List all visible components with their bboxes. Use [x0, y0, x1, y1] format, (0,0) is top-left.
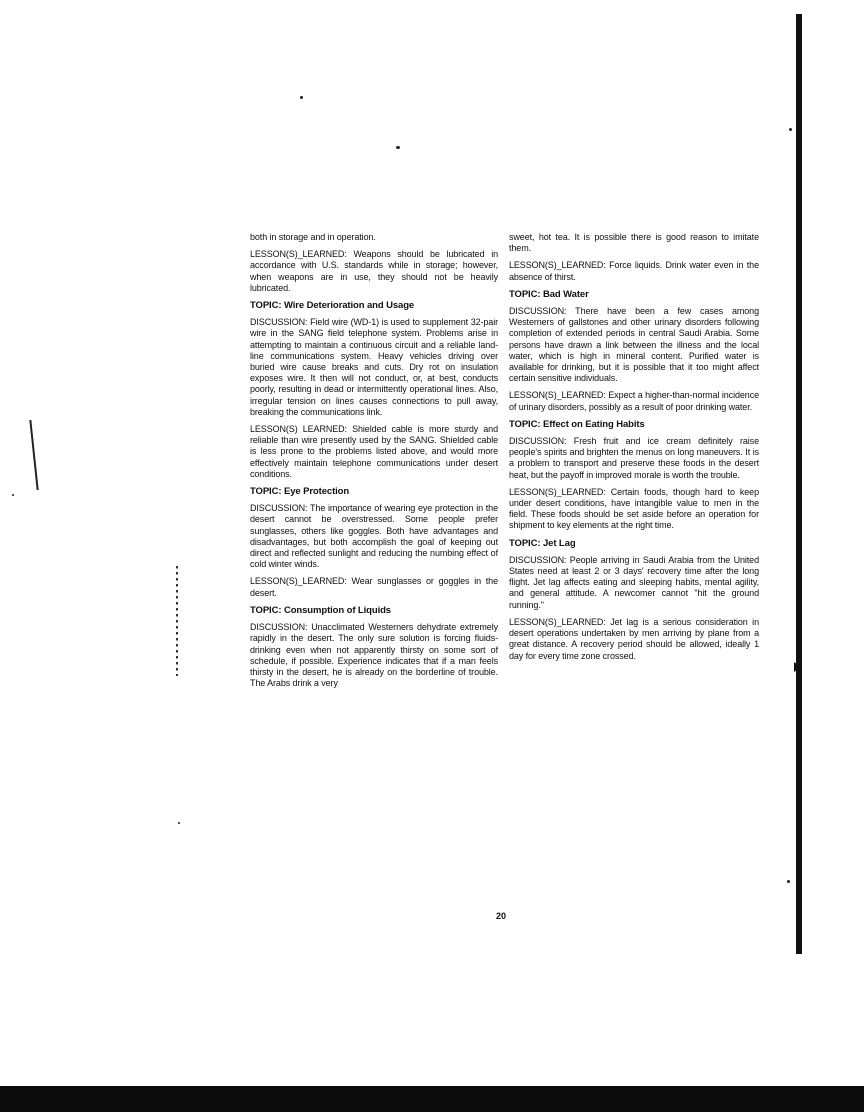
left-text-column [250, 232, 498, 695]
continuation-text: both in storage and in operation. [250, 232, 376, 242]
lesson-text: Expect a higher-than-normal incidence of urinary disorders, possibly as a result of poor drinking water. [509, 390, 760, 412]
lesson-label: LESSON(S)_LEARNED: [509, 616, 606, 627]
scan-speck [787, 880, 790, 883]
scan-dotted-mark [176, 566, 178, 676]
lesson-text: Jet lag is a serious consideration in desert operations undertaken by men arriving by plane from a great distance. A recovery period should be allowed, ideally 1 day for every time zone crossed. [509, 616, 759, 661]
scan-speck [12, 494, 14, 496]
lesson-text: Force liquids. Drink water even in the absence of thirst. [509, 260, 759, 282]
continuation-text: sweet, hot tea. It is possible there is good reason to imitate them. [509, 232, 759, 254]
discussion-label: DISCUSSION: [509, 306, 567, 317]
topic-heading: TOPIC: Consumption of Liquids [250, 604, 391, 616]
lesson-text: Wear sunglasses or goggles in the desert. [250, 576, 498, 598]
topic-heading: TOPIC: Wire Deterioration and Usage [250, 300, 415, 312]
discussion-text: Field wire (WD-1) is used to supplement 32-pair wire in the SANG field telephone system. Problems arise in attempting to maintain a continuous circuit and a reliable land-line communications system. Heavy vehicles driving over buried wire cause breaks and cuts. Dry rot on insulation exposes wire. It then will not conduct, or, at best, conducts poorly, resulting in dead or intermittently operational lines. Also, irregular tension on lines causes connections to pull away, breaking the communications link. [250, 317, 499, 417]
discussion-text: There have been a few cases among Westerners of gallstones and other urinary disorders following completion of extended periods in central Saudi Arabia. Some persons have drawn a link between the illness and the local water, which is high in mineral content. Purified water is available for drinking, but it is possible that it too might affect certain sensitive individuals. [509, 306, 759, 384]
discussion-paragraph [509, 555, 759, 611]
right-text-column [509, 232, 759, 668]
lesson-label: LESSON(S)_LEARNED: [509, 486, 606, 497]
discussion-label: DISCUSSION: [509, 436, 567, 447]
scan-mark-left [29, 420, 38, 490]
scan-speck [178, 822, 180, 824]
discussion-label: DISCUSSION: [509, 554, 567, 565]
discussion-text: The importance of wearing eye protection in the desert cannot be overstressed. Some people prefer sunglasses, others like goggles. Both have advantages and disadvantages, but both accomplish the goal of keeping out direct and reflected sunlight and reducing the numbing effect of cold winter winds. [250, 503, 498, 570]
discussion-paragraph [250, 317, 498, 418]
scan-speck [300, 96, 303, 99]
lesson-learned-paragraph [509, 487, 759, 532]
discussion-paragraph [509, 436, 759, 481]
page-number: 20 [496, 911, 507, 921]
lesson-text: Certain foods, though hard to keep under desert conditions, have intangible value to men in the field. These foods should be set aside before an operation for shipment to key elements at the right time. [509, 486, 759, 531]
lesson-learned-paragraph [509, 260, 759, 282]
discussion-paragraph [250, 503, 498, 570]
scan-notch [794, 662, 801, 672]
scan-speck [396, 146, 400, 149]
lesson-label: LESSON(S)_LEARNED: [509, 390, 606, 401]
topic-heading: TOPIC: Effect on Eating Habits [509, 418, 645, 430]
lesson-learned-paragraph [250, 424, 498, 480]
discussion-label: DISCUSSION: [250, 622, 308, 633]
discussion-paragraph [509, 306, 759, 384]
discussion-label: DISCUSSION: [250, 503, 308, 514]
scan-edge-right [796, 14, 802, 954]
lesson-learned-paragraph [509, 617, 759, 662]
lesson-text: Weapons should be lubricated in accordance with U.S. standards while in storage; however, when weapons are in use, they should not be heavily lubricated. [250, 249, 498, 293]
topic-heading: TOPIC: Eye Protection [250, 486, 350, 498]
topic-heading: TOPIC: Bad Water [509, 288, 589, 300]
discussion-text: Fresh fruit and ice cream definitely raise people's spirits and brighten the menus on long maneuvers. It is a problem to transport and preserve these foods in the desert heat, but the payoff in improved morale is worth the trouble. [509, 436, 759, 480]
discussion-paragraph [250, 622, 498, 689]
lesson-label: LESSON(S)_LEARNED: [250, 249, 347, 260]
lesson-label: LESSON(S) LEARNED: [250, 424, 347, 435]
lesson-label: LESSON(S)_LEARNED: [250, 576, 347, 587]
discussion-label: DISCUSSION: [250, 317, 308, 328]
lesson-learned-paragraph [250, 576, 498, 598]
scan-edge-bottom [0, 1086, 864, 1112]
lesson-learned-paragraph [509, 390, 759, 412]
lesson-learned-paragraph [250, 249, 498, 294]
topic-heading: TOPIC: Jet Lag [509, 537, 576, 549]
scan-speck [789, 128, 792, 131]
discussion-text: Unacclimated Westerners dehydrate extremely rapidly in the desert. The only sure solution is forcing fluids-drinking even when not apparently thirsty on some sort of schedule, if possible. Experience indicates that if a man feels thirsty in the desert, he is already on the borderline of trouble. The Arabs drink a very [250, 622, 498, 689]
discussion-text: People arriving in Saudi Arabia from the United States need at least 2 or 3 days' recovery time after the long flight. Jet lag affects eating and sleeping habits, mental agility, and general attitude. A newcomer cannot "hit the ground running." [509, 554, 759, 610]
lesson-label: LESSON(S)_LEARNED: [509, 260, 606, 271]
lesson-text: Shielded cable is more sturdy and reliable than wire presently used by the SANG. Shielded cable is less prone to the problems listed above, and would more effectively maintain telephone communications under desert conditions. [250, 424, 498, 479]
